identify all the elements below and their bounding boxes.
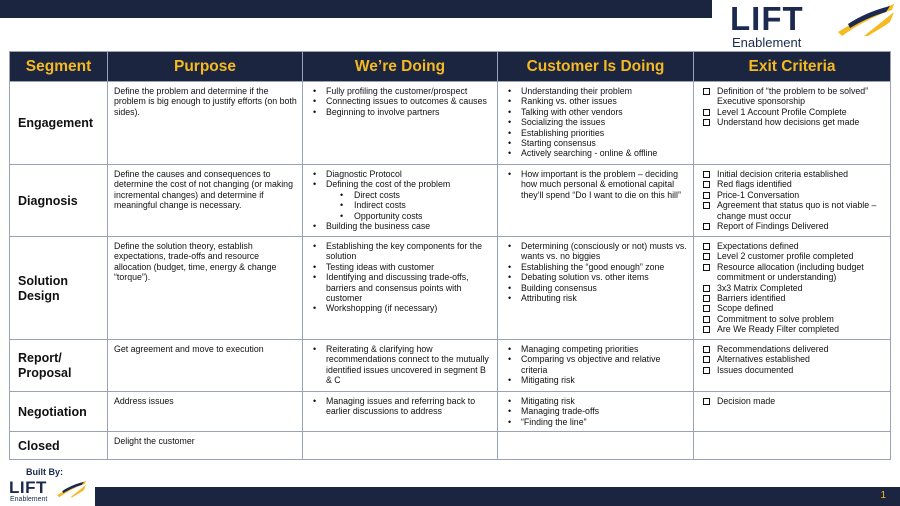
checklist-item: Red flags identified: [700, 179, 886, 189]
header-we-are-doing: We’re Doing: [303, 52, 498, 82]
list-item: • Actively searching - online & offline: [504, 148, 689, 158]
list-item: • Workshopping (if necessary): [309, 303, 493, 313]
purpose-cell: Get agreement and move to execution: [108, 340, 303, 392]
list-item: • Building consensus: [504, 283, 689, 293]
doing-cell: [303, 340, 498, 392]
checklist-item: Definition of “the problem to be solved” Executive sponsorship: [700, 86, 886, 107]
built-by-label: Built By:: [26, 467, 63, 477]
checklist-item: 3x3 Matrix Completed: [700, 283, 886, 293]
list-item: • Debating solution vs. other items: [504, 272, 689, 282]
header-segment: Segment: [10, 52, 108, 82]
list-item: • How important is the problem – deciding how much personal & emotional capital they’ll spend “Do I want to die on this hill”: [504, 169, 689, 200]
segment-cell: Engagement: [10, 82, 108, 165]
purpose-cell: Define the causes and consequences to determine the cost of not changing (or making incremental changes) and determine if meaningful change is necessary.: [108, 165, 303, 237]
table-header-row: [10, 52, 891, 82]
table-row: [10, 432, 891, 460]
segment-cell: Diagnosis: [10, 165, 108, 237]
header-exit-criteria: Exit Criteria: [694, 52, 891, 82]
list-item: • “Finding the line”: [504, 417, 689, 427]
doing-cell: [303, 165, 498, 237]
lift-enablement-logo: [730, 2, 895, 50]
customer-cell: [498, 392, 694, 432]
checklist-item: Level 1 Account Profile Complete: [700, 107, 886, 117]
exit-cell: [694, 432, 891, 460]
list-item: • Reiterating & clarifying how recommendations connect to the mutually identified issues uncovered in segment B & C: [309, 344, 493, 386]
sub-list-item: • Opportunity costs: [309, 211, 493, 221]
list-item: • Identifying and discussing trade-offs, barriers and consensus points with customer: [309, 272, 493, 303]
table-row: [10, 165, 891, 237]
header-customer-is-doing: Customer Is Doing: [498, 52, 694, 82]
list-item: • Socializing the issues: [504, 117, 689, 127]
top-banner-bar: [0, 0, 712, 18]
segment-cell: Report/ Proposal: [10, 340, 108, 392]
checklist-item: Are We Ready Filter completed: [700, 324, 886, 334]
list-item: • Building the business case: [309, 221, 493, 231]
checklist-item: Understand how decisions get made: [700, 117, 886, 127]
list-item: • Defining the cost of the problem: [309, 179, 493, 189]
list-item: • Diagnostic Protocol: [309, 169, 493, 179]
list-item: • Mitigating risk: [504, 375, 689, 385]
list-item: • Establishing the key components for the solution: [309, 241, 493, 262]
table-row: [10, 340, 891, 392]
sub-list-item: • Indirect costs: [309, 200, 493, 210]
purpose-cell: Address issues: [108, 392, 303, 432]
list-item: • Connecting issues to outcomes & causes: [309, 96, 493, 106]
customer-cell: [498, 340, 694, 392]
table-row: [10, 392, 891, 432]
checklist-item: Resource allocation (including budget commitment or understanding): [700, 262, 886, 283]
exit-cell: [694, 392, 891, 432]
list-item: • Ranking vs. other issues: [504, 96, 689, 106]
list-item: • Talking with other vendors: [504, 107, 689, 117]
checklist-item: Commitment to solve problem: [700, 314, 886, 324]
checklist-item: Issues documented: [700, 365, 886, 375]
checklist-item: Report of Findings Delivered: [700, 221, 886, 231]
doing-cell: [303, 392, 498, 432]
swoosh-icon: [55, 479, 87, 499]
checklist-item: Decision made: [700, 396, 886, 406]
checklist-item: Barriers identified: [700, 293, 886, 303]
checklist-item: Expectations defined: [700, 241, 886, 251]
footer-logo: [9, 479, 91, 506]
segment-cell: Closed: [10, 432, 108, 460]
list-item: • Beginning to involve partners: [309, 107, 493, 117]
sub-list-item: • Direct costs: [309, 190, 493, 200]
header-purpose: Purpose: [108, 52, 303, 82]
checklist-item: Agreement that status quo is not viable – change must occur: [700, 200, 886, 221]
list-item: • Mitigating risk: [504, 396, 689, 406]
page-number: 1: [880, 490, 886, 501]
segment-cell: Solution Design: [10, 237, 108, 340]
logo-wordmark: LIFT: [730, 0, 804, 37]
sales-process-table: [9, 51, 891, 460]
checklist-item: Price-1 Conversation: [700, 190, 886, 200]
doing-cell: [303, 432, 498, 460]
checklist-item: Recommendations delivered: [700, 344, 886, 354]
list-item: • Managing competing priorities: [504, 344, 689, 354]
checklist-item: Level 2 customer profile completed: [700, 251, 886, 261]
customer-cell: [498, 165, 694, 237]
segment-cell: Negotiation: [10, 392, 108, 432]
checklist-item: Scope defined: [700, 303, 886, 313]
list-item: • Managing issues and referring back to earlier discussions to address: [309, 396, 493, 417]
doing-cell: [303, 82, 498, 165]
list-item: • Attributing risk: [504, 293, 689, 303]
list-item: • Starting consensus: [504, 138, 689, 148]
doing-cell: [303, 237, 498, 340]
purpose-cell: Define the solution theory, establish expectations, trade-offs and resource allocation (budget, time, energy & change “torque”).: [108, 237, 303, 340]
customer-cell: [498, 432, 694, 460]
logo-wordmark: LIFT: [9, 478, 47, 497]
exit-cell: [694, 82, 891, 165]
list-item: • Establishing priorities: [504, 128, 689, 138]
exit-cell: [694, 165, 891, 237]
list-item: • Understanding their problem: [504, 86, 689, 96]
purpose-cell: Define the problem and determine if the problem is big enough to justify efforts (on both sides).: [108, 82, 303, 165]
list-item: • Managing trade-offs: [504, 406, 689, 416]
list-item: • Testing ideas with customer: [309, 262, 493, 272]
list-item: • Fully profiling the customer/prospect: [309, 86, 493, 96]
checklist-item: Initial decision criteria established: [700, 169, 886, 179]
logo-subtitle: Enablement: [10, 496, 48, 503]
list-item: • Establishing the “good enough” zone: [504, 262, 689, 272]
table-row: [10, 237, 891, 340]
table-row: [10, 82, 891, 165]
customer-cell: [498, 82, 694, 165]
footer-bar: [95, 487, 900, 506]
checklist-item: Alternatives established: [700, 354, 886, 364]
logo-subtitle: Enablement: [732, 35, 802, 50]
swoosh-icon: [834, 2, 896, 38]
exit-cell: [694, 340, 891, 392]
list-item: • Comparing vs objective and relative criteria: [504, 354, 689, 375]
list-item: • Determining (consciously or not) musts vs. wants vs. no biggies: [504, 241, 689, 262]
customer-cell: [498, 237, 694, 340]
exit-cell: [694, 237, 891, 340]
purpose-cell: Delight the customer: [108, 432, 303, 460]
